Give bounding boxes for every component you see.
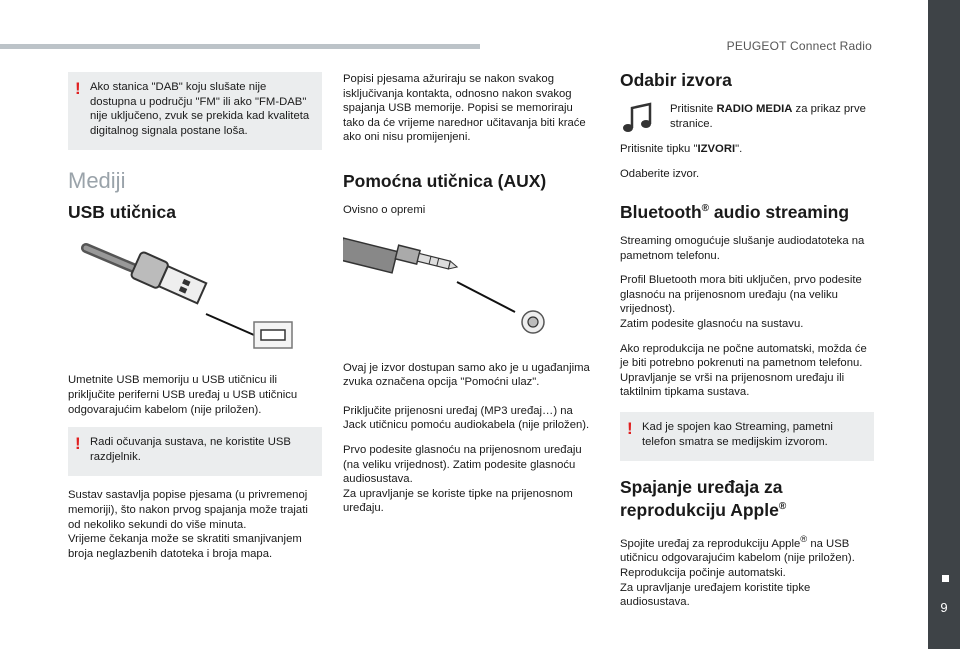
section-title: Mediji [68, 168, 126, 194]
aux-availability-paragraph: Ovaj je izvor dostupan samo ako je u uga​đanjima zvuka označena opcija "Pomoćni ulaz". [343, 361, 590, 389]
warning-box-streaming [620, 412, 874, 461]
key-prefix: Pritisnite tipku " [620, 143, 698, 155]
apple-heading: Spajanje uređaja za reprodukciju Apple® [620, 477, 787, 520]
warning-box-hub [68, 427, 322, 476]
source-heading: Odabir izvora [620, 70, 732, 90]
bluetooth-heading: Bluetooth® audio streaming [620, 202, 850, 223]
warning-text: Kad je spojen kao Streaming, pametni telefon smatra se medijskim izvorom. [642, 420, 833, 448]
usb-paragraph: Umetnite USB memoriju u USB utičnicu ili priključite periferni USB uređaj u USB utičnicu odgovarajućim kabelom (nije priložen). [68, 374, 298, 416]
warning-text: Ako stanica "DAB" koju slušate nije dostupna u području "FM" ili ako "FM-DAB" nije uključeno, zvuk se prekida kad kvaliteta digitalnog signala postane loša. [90, 81, 310, 137]
header-title: PEUGEOT Connect Radio [726, 39, 872, 53]
aux-volume-paragraph: Prvo podesite glasnoću na prijenosnom uređaju (na veliku vrijednost). Zatim podesite glasnoću audiosustava. [343, 443, 582, 486]
bt-paragraph-3: Ako reprodukcija ne počne automatski, možda će je biti potrebno pokrenuti na pametnom telefonu. [620, 342, 867, 370]
warning-text: Radi očuvanja sustava, ne koristite USB razdjelnik. [90, 436, 291, 463]
column-3 [620, 72, 874, 620]
warning-box-dab [68, 72, 322, 150]
bt-paragraph-2: Profil Bluetooth mora biti uključen, prvo podesite glasnoću na prijenosnom uređaju (na veliku vrijednost). [620, 274, 862, 316]
warning-icon: ! [75, 79, 81, 98]
apple-paragraph-3: Za upravljanje uređajem koristite tipke audiosustava. [620, 581, 811, 609]
radio-media-key: RADIO MEDIA [716, 103, 793, 115]
warning-icon: ! [627, 418, 633, 438]
music-note-icon [620, 102, 656, 134]
header-rule [0, 44, 480, 49]
wait-paragraph: Vrijeme čekanja može se skratiti smanjivanjem broja neglazbenih datoteka i broja mapa. [68, 533, 302, 560]
key-suffix: ". [735, 143, 743, 155]
aux-control-paragraph: Za upravljanje se koriste tipke na prijenosnom uređaju. [343, 487, 573, 515]
radio-media-instruction [620, 102, 874, 134]
usb-plug-illustration [68, 242, 322, 352]
warning-icon: ! [75, 434, 81, 454]
bt-paragraph-3b: Upravljanje se vrši na prijenosnom uređaju ili taktilnim tipkama sustava. [620, 371, 845, 399]
aux-subtitle: Ovisno o opremi [343, 203, 426, 216]
aux-heading: Pomoćna utičnica (AUX) [343, 170, 547, 191]
playlist-update-paragraph: Popisi pjesama ažuriraju se nakon svakog isključivanja kontakta, odnosno nakon svakog spajanja USB memorije. Popisi se memoriraju tako da će vrijeme naredног učitavanja biti kraće ako oni nisu promijenjeni. [343, 73, 586, 144]
column-1 [68, 72, 322, 571]
press-prefix: Pritisnite [670, 103, 717, 115]
playlist-paragraph: Sustav sastavlja popise pjesama (u privremenoj memoriji), što nakon prvog spajanja može trajati od nekoliko sekundi do više minuta. [68, 489, 308, 531]
page-sidebar [928, 0, 960, 649]
jack-plug-illustration [343, 234, 597, 344]
press-suffix: za prikaz prve stranice. [670, 103, 866, 130]
bt-paragraph-1: Streaming omogućuje slušanje audiodatoteka na pametnom telefonu. [620, 235, 865, 262]
usb-heading: USB utičnica [68, 202, 176, 223]
column-2 [343, 72, 597, 526]
select-source-text: Odaberite izvor. [620, 167, 700, 180]
page-marker [942, 575, 949, 582]
aux-connect-paragraph: Priključite prijenosni uređaj (MP3 uređaj…) na Jack utičnicu pomoću audiokabela (nije priložen). [343, 404, 590, 432]
apple-paragraph-2: Reprodukcija počinje automatski. [620, 566, 786, 579]
sources-key: IZVORI [697, 143, 736, 155]
apple-paragraph: Spojite uređaj za reprodukciju Apple® na USB utičnicu odgovarajućim kabelom (nije priložen). [620, 532, 855, 565]
bt-paragraph-2b: Zatim podesite glasnoću na sustavu. [620, 317, 804, 330]
page-number: 9 [940, 600, 948, 615]
